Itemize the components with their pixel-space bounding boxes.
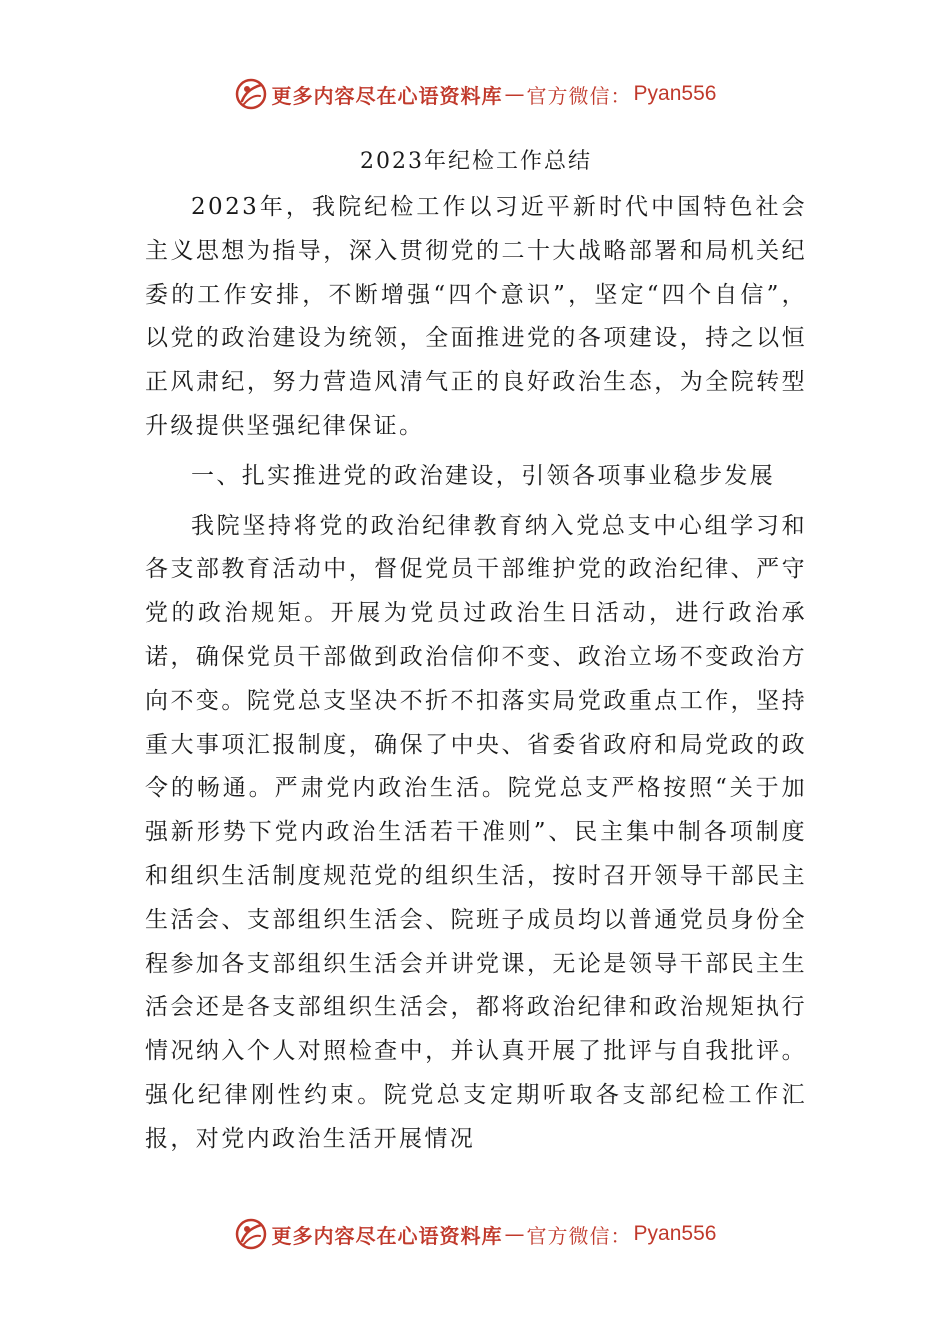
wechat-label: 官方微信： <box>526 83 632 108</box>
intro-paragraph: 2023年，我院纪检工作以习近平新时代中国特色社会主义思想为指导，深入贯彻党的二十大战略部署和局机关纪委的工作安排，不断增强“四个意识”，坚定“四个自信”，以党的政治建设为统领，全面推进党的各项建设，持之以恒正风肃纪，努力营造风清气正的良好政治生态，为全院转型升级提供坚强纪律保证。 <box>145 194 807 439</box>
wechat-id: Pyan556 <box>633 82 717 105</box>
watermark-text: 更多内容尽在心语资料库 <box>271 1223 503 1248</box>
watermark-separator: — <box>504 1222 525 1246</box>
watermark-separator: — <box>504 82 525 106</box>
document-title: 2023年纪检工作总结 <box>360 149 592 174</box>
section-heading: 一、扎实推进党的政治建设，引领各项事业稳步发展 <box>191 462 776 489</box>
header-watermark <box>0 72 950 116</box>
wechat-id: Pyan556 <box>633 1222 717 1245</box>
logo-icon <box>234 1217 268 1251</box>
logo-icon <box>234 77 268 111</box>
watermark-text: 更多内容尽在心语资料库 <box>271 83 503 108</box>
footer-watermark <box>0 1212 950 1256</box>
section-paragraph: 我院坚持将党的政治纪律教育纳入党总支中心组学习和各支部教育活动中，督促党员干部维护党的政治纪律、严守党的政治规矩。开展为党员过政治生日活动，进行政治承诺，确保党员干部做到政治信仰不变、政治立场不变政治方向不变。院党总支坚决不折不扣落实局党政重点工作，坚持重大事项汇报制度，确保了中央、省委省政府和局党政的政令的畅通。严肃党内政治生活。院党总支严格按照“关于加强新形势下党内政治生活若干准则”、民主集中制各项制度和组织生活制度规范党的组织生活，按时召开领导干部民主生活会、支部组织生活会、院班子成员均以普通党员身份全程参加各支部组织生活会并讲党课，无论是领导干部民主生活会还是各支部组织生活会，都将政治纪律和政治规矩执行情况纳入个人对照检查中，并认真开展了批评与自我批评。强化纪律刚性约束。院党总支定期听取各支部纪检工作汇报，对党内政治生活开展情况 <box>145 512 807 1152</box>
document-body <box>145 140 807 1168</box>
wechat-label: 官方微信： <box>526 1223 632 1248</box>
